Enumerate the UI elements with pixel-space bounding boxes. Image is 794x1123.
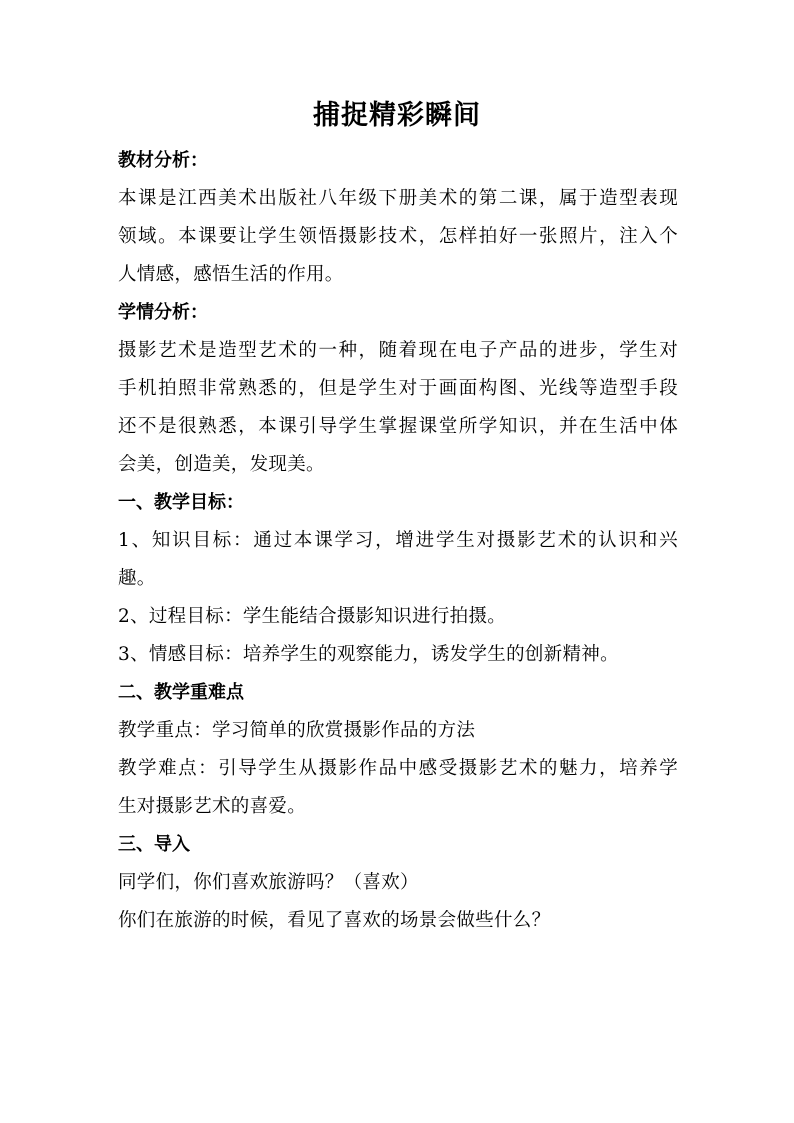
section-heading-intro: 三、导入 [118,834,190,855]
teaching-difficulty [118,750,678,826]
paragraph-line: 会美，创造美，发现美。 [118,454,325,475]
section-heading-goals: 一、教学目标： [118,492,244,513]
document-title: 捕捉精彩瞬间 [313,100,481,131]
paragraph-line: 人情感，感悟生活的作用。 [118,264,344,285]
paragraph-line: 领域。本课要让学生领悟摄影技术，怎样拍好一张照片，注入个 [118,226,678,247]
section-heading-learner: 学情分析： [118,302,208,323]
paragraph-line: 摄影艺术是造型艺术的一种，随着现在电子产品的进步，学生对 [118,340,678,361]
paragraph-line: 本课是江西美术出版社八年级下册美术的第二课，属于造型表现 [118,188,678,209]
paragraph-line: 生对摄影艺术的喜爱。 [118,796,307,817]
paragraph-line: 还不是很熟悉，本课引导学生掌握课堂所学知识，并在生活中体 [118,416,678,437]
goal-item-process: 2、过程目标：学生能结合摄影知识进行拍摄。 [118,606,507,627]
paragraph-line: 趣。 [118,568,156,589]
paragraph-line: 1、知识目标：通过本课学习，增进学生对摄影艺术的认识和兴 [118,530,678,551]
paragraph-line: 手机拍照非常熟悉的，但是学生对于画面构图、光线等造型手段 [118,378,678,399]
section-heading-key-points: 二、教学重难点 [118,682,244,703]
learner-paragraph [118,332,678,484]
goal-item-emotion: 3、情感目标：培养学生的观察能力，诱发学生的创新精神。 [118,644,619,665]
intro-line: 你们在旅游的时候，看见了喜欢的场景会做些什么？ [118,910,551,931]
section-heading-material: 教材分析： [118,150,208,171]
goal-item-knowledge [118,522,678,598]
teaching-focus: 教学重点：学习简单的欣赏摄影作品的方法 [118,720,476,741]
material-paragraph [118,180,678,294]
document-body [118,142,678,940]
intro-line: 同学们，你们喜欢旅游吗？（喜欢） [118,872,419,893]
paragraph-line: 教学难点：引导学生从摄影作品中感受摄影艺术的魅力，培养学 [118,758,678,779]
